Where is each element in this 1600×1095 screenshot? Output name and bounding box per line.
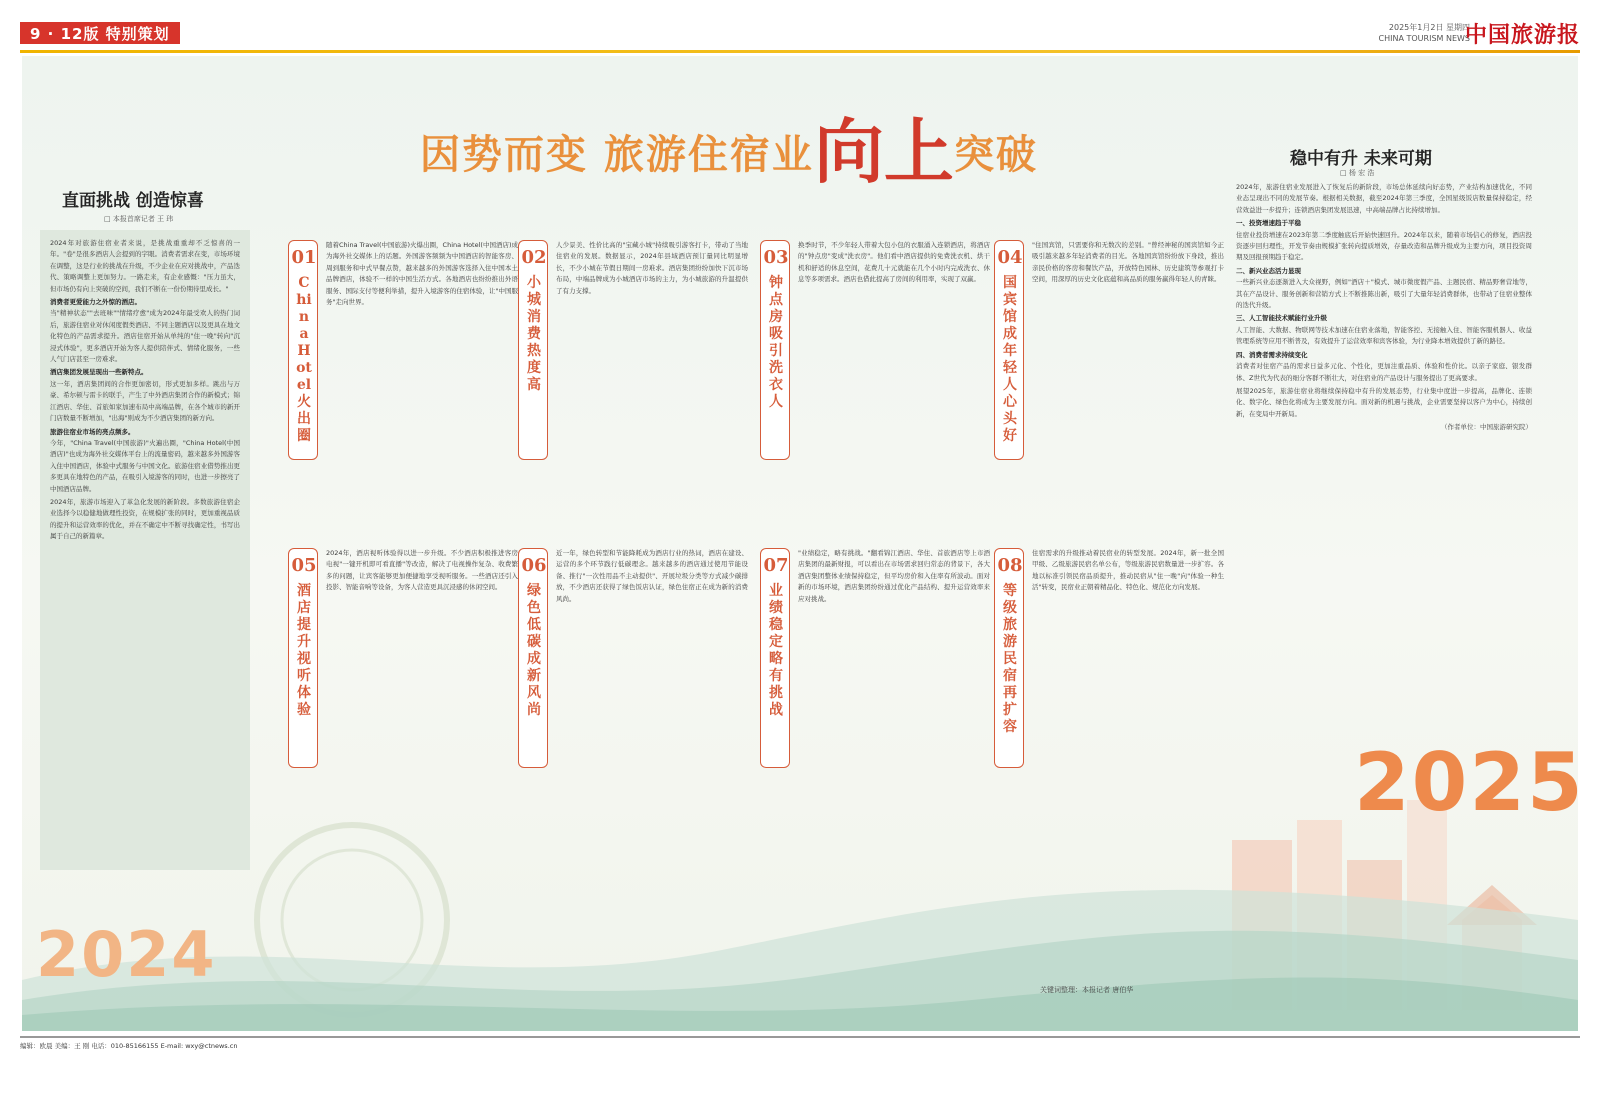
section-badge (518, 548, 548, 768)
section-body: 换季时节，不少年轻人带着大包小包的衣服涌入连锁酒店，将酒店的"钟点房"变成"洗衣房"。他们看中酒店提供的免费洗衣机、烘干机和舒适的休息空间，花费几十元就能在几个小时内完成洗衣、休息等多项需求。酒店也借此提高了房间的利用率，实现了双赢。 (798, 241, 990, 284)
left-paragraph: 当"精神状态""去班味""情绪疗愈"成为2024年最受欢人的热门词后，旅游住宿业对休闲度假类酒店、不同主题酒店以及更具在地文化特色的产品需求提升。酒店住宿开始从单纯的"住一晚"转向"沉浸式体验"，更多酒店开始为客人提供陪伴式、情绪化服务，一些人气门店甚至一房难求。 (50, 309, 240, 364)
section-08 (994, 548, 1224, 788)
left-paragraph: 这一年，酒店集团间的合作更加密切，形式更加多样。跳出与万豪、希尔顿与雷卡的联手，产生了中外酒店集团合作的新模式；锦江酒店、华住、首旅如家加速布局中高端品牌，在各个城市的新开门店数量不断增加，"出海"则成为不少酒店集团的新方向。 (50, 379, 240, 423)
right-paragraph: 消费者对住宿产品的需求日益多元化、个性化，更加注重品质、体验和性价比。以亲子家庭、银发群体、Z世代为代表的细分客群不断壮大，对住宿业的产品设计与服务提出了更高要求。 (1236, 362, 1532, 382)
section-02 (518, 240, 748, 480)
section-title: 酒店提升视听体验 (297, 583, 311, 718)
section-04 (994, 240, 1224, 480)
right-column-article (1236, 182, 1532, 1030)
headline-part2: 突破 (953, 131, 1038, 178)
right-paragraph: 人工智能、大数据、物联网等技术加速在住宿业落地，智能客控、无接触入住、智能客服机器人、收益管理系统等应用不断普及，有效提升了运营效率和宾客体验，为行业降本增效提供了新的路径。 (1236, 325, 1532, 346)
section-title: 绿色低碳成新风尚 (527, 583, 541, 718)
section-number: 06 (521, 555, 547, 576)
section-body: 2024年，酒店视听体验得以进一步升级。不少酒店积极推进客房电视"一键开机即可看直播"等改造，解决了电视操作复杂、收费繁多的问题，让宾客能够更加便捷地享受视听服务。一些酒店还引入投影、智能音响等设备，为客人营造更具沉浸感的休闲空间。 (326, 549, 518, 592)
section-body: "业绩稳定，略有挑战。"翻看锦江酒店、华住、首旅酒店等上市酒店集团的最新财报，可以看出在市场需求回归常态的背景下，各大酒店集团整体业绩保持稳定，但平均房价和入住率有所波动。面对新的市场环境，酒店集团纷纷通过优化产品结构、提升运营效率来应对挑战。 (798, 549, 990, 603)
left-subhead: 消费者更爱能力之外惊的酒店。 (50, 298, 141, 307)
section-title: China Hotel火出圈 (296, 275, 312, 444)
section-06 (518, 548, 748, 788)
footer-editor-info: 编辑：欧晨 美编：王 刚 电话：010-85166155 E-mail: wxy@ctnews.cn (20, 1042, 238, 1050)
left-column-byline: □ 本报首席记者 王 玮 (104, 215, 174, 223)
section-badge (518, 240, 548, 460)
section-number: 05 (291, 555, 317, 576)
right-paragraph: 展望2025年，旅游住宿业将继续保持稳中有升的发展态势，行业集中度进一步提高，品牌化、连锁化、数字化、绿色化将成为主要发展方向。面对新的机遇与挑战，企业需要坚持以客户为中心，持续创新，在变局中开新局。 (1236, 386, 1532, 418)
left-subhead: 酒店集团发展呈现出一些新特点。 (50, 368, 148, 377)
section-title: 小城消费热度高 (527, 275, 541, 393)
section-03 (760, 240, 990, 480)
section-number: 08 (997, 555, 1023, 576)
section-body: 住宿需求的升级推动着民宿业的转型发展。2024年，新一批全国甲级、乙级旅游民宿名单公布，等级旅游民宿数量进一步扩容。各地以标准引领民宿品质提升，推动民宿从"住一晚"向"体验一种生活"转变，民宿业正朝着精品化、特色化、规范化方向发展。 (1032, 549, 1224, 592)
right-subhead: 一、投资增速趋于平稳 (1236, 219, 1301, 228)
section-body: 随着China Travel(中国旅游)火爆出圈，China Hotel(中国酒店)成为海外社交媒体上的话题。外国游客频频为中国酒店的智能客房、周到服务和中式早餐点赞，越来越多的外国游客选择入住中国本土品牌酒店，体验不一样的中国生活方式。各地酒店也纷纷推出外语服务、国际支付等便利举措，提升入境游客的住宿体验，让"中国服务"走向世界。 (326, 241, 518, 307)
right-author-note: （作者单位：中国旅游研究院） (1441, 423, 1532, 432)
section-07 (760, 548, 990, 788)
section-badge (994, 240, 1024, 460)
section-number: 07 (763, 555, 789, 576)
section-badge (994, 548, 1024, 768)
right-subhead: 二、新兴业态活力显现 (1236, 266, 1301, 275)
section-body: "住国宾馆，只需要你和无数次的差别。"曾经神秘的国宾馆如今正吸引越来越多年轻消费者的目光。各地国宾馆纷纷放下身段，推出亲民价格的客房和餐饮产品，开放特色园林、历史建筑等参观打卡空间，用深厚的历史文化底蕴和高品质的服务赢得年轻人的青睐。 (1032, 241, 1224, 284)
right-subhead: 四、消费者需求持续变化 (1236, 350, 1308, 359)
section-number: 03 (763, 247, 789, 268)
right-subhead: 三、人工智能技术赋能行业升级 (1236, 314, 1327, 323)
paper-english-name: CHINA TOURISM NEWS (1378, 34, 1470, 43)
left-paragraph: 2024年，旅游市场迎入了革急化发展的新阶段。多数旅游住宿企业选择今以稳健地做理性投资，在规模扩张的同时，更加重视品质的提升和运营效率的优化，并在不确定中不断寻找确定性，书写出属于自己的新篇章。 (50, 497, 240, 541)
headline-emphasis: 向上 (813, 110, 954, 193)
section-title: 业绩稳定略有挑战 (769, 583, 783, 718)
section-number: 01 (291, 247, 317, 268)
main-headline (420, 96, 1038, 197)
section-body: 人少景美、性价比高的"宝藏小城"持续吸引游客打卡，带动了当地住宿业的发展。数据显示，2024年县域酒店预订量同比明显增长，不少小城在节假日期间一房难求。酒店集团纷纷加快下沉市场布局，中端品牌成为小城酒店市场的主力，为小城旅游的升温提供了有力支撑。 (556, 241, 748, 295)
section-01 (288, 240, 518, 480)
section-badge (760, 548, 790, 768)
section-title: 国宾馆成年轻人心头好 (1003, 275, 1017, 444)
left-paragraph: 今年，"China Travel(中国旅游)"火遍出圈，"China Hotel(中国酒店)"也成为海外社交媒体平台上的流量密码，越来越多外国游客入住中国酒店，体验中式服务与中国文化。旅游住宿业借势推出更多更具在地特色的产品，在吸引入境游客的同时，也进一步擦亮了中国酒店品牌。 (50, 438, 240, 493)
year-2024-decoration: 2024 (36, 918, 217, 991)
section-05 (288, 548, 518, 788)
left-column-article (40, 230, 250, 870)
section-number: 02 (521, 247, 547, 268)
right-paragraph: 一些新兴业态逐渐进入大众视野，例如"酒店＋"模式、城市微度假产品、主题民宿、精品野奢营地等，其在产品设计、服务创新和营销方式上不断推陈出新，吸引了大量年轻消费群体，也带动了住宿业整体的迭代升级。 (1236, 278, 1532, 310)
section-title: 等级旅游民宿再扩容 (1003, 583, 1017, 735)
section-badge (760, 240, 790, 460)
headline-part1: 因势而变 旅游住宿业 (420, 131, 814, 178)
left-column-heading: 直面挑战 创造惊喜 (62, 191, 204, 211)
section-tag: 9 · 12版 特别策划 (20, 22, 180, 44)
left-paragraph: 2024年对旅游住宿业者来说，是挑战重重却不乏惊喜的一年。"卷"是很多酒店人会提到的字眼。消费者需求在变，市场环境在调整，这是行业的挑战在升级，不少企业在应对挑战中，产品迭代、策略调整上更加努力。一路走来，有企业感慨："压力虽大，但市场仍有向上突破的空间，我们不断在一份份期待里成长。" (50, 239, 240, 293)
right-column-byline: □ 杨 宏 浩 (1340, 169, 1375, 177)
section-number: 04 (997, 247, 1023, 268)
newspaper-logo: 中国旅游报 (1464, 22, 1580, 48)
issue-date (1379, 22, 1470, 44)
year-2025-decoration: 2025 (1354, 736, 1585, 829)
section-body: 近一年，绿色转型和节能降耗成为酒店行业的热词，酒店在建设、运营的多个环节践行低碳理念。越来越多的酒店通过使用节能设备、推行"一次性用品不主动提供"、开展垃圾分类等方式减少碳排放，不少酒店还获得了绿色饭店认证，绿色住宿正在成为新的消费风尚。 (556, 549, 748, 603)
left-subhead: 旅游住宿业市场的亮点频多。 (50, 427, 135, 436)
header-divider (20, 50, 1580, 53)
section-title: 钟点房吸引洗衣人 (769, 275, 783, 410)
section-badge (288, 548, 318, 768)
section-badge (288, 240, 318, 460)
keyword-credit: 关键词整理：本报记者 唐伯华 (1040, 986, 1134, 994)
page-footer (20, 1036, 1580, 1050)
right-paragraph: 住宿业投资增速在2023年第二季度触底后开始快速回升。2024年以来，随着市场信心的修复，酒店投资逐步回归理性，开发节奏由规模扩张转向提质增效，存量改造和品牌升级成为主要方向，项目投资周期及回报预期趋于稳定。 (1236, 230, 1532, 262)
right-paragraph: 2024年，旅游住宿业发展进入了恢复后的新阶段，市场总体延续向好态势，产业结构加速优化，不同业态呈现出不同的发展节奏。根据相关数据，截至2024年第三季度，全国星级饭店数量保持稳定，经营效益进一步提升；连锁酒店集团发展迅速，中高端品牌占比持续增加。 (1236, 183, 1532, 214)
page-header (20, 18, 1580, 50)
right-column-heading: 稳中有升 未来可期 (1290, 149, 1432, 169)
issue-date-text: 2025年1月2日 星期四 (1388, 23, 1470, 32)
